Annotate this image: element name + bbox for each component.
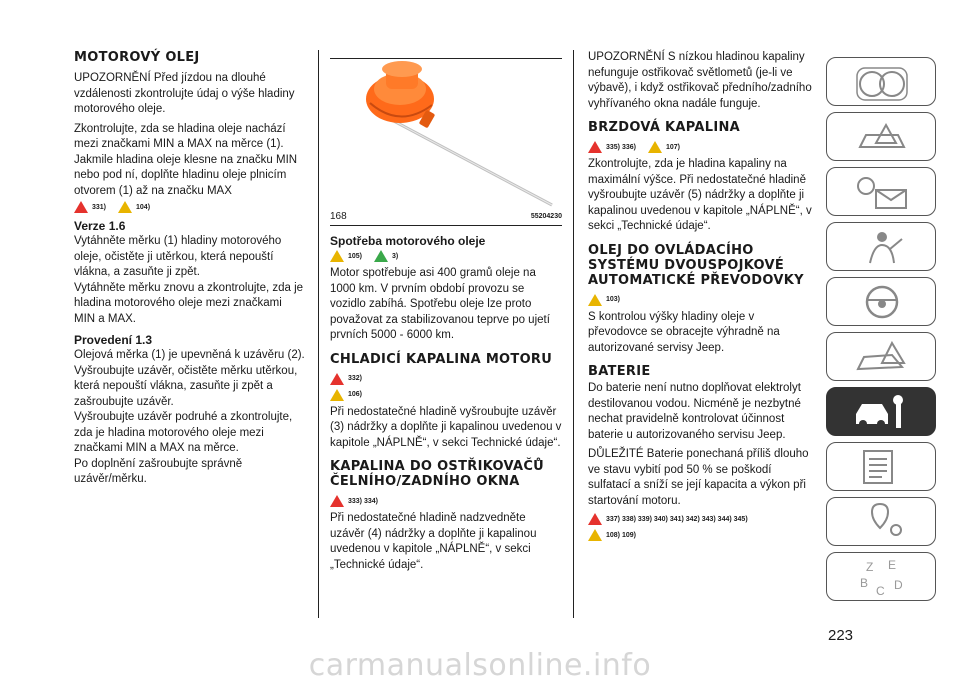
warning-refs	[330, 495, 562, 507]
svg-text:Z: Z	[866, 560, 874, 574]
danger-triangle-icon	[588, 141, 602, 153]
tab-safety[interactable]	[826, 112, 936, 161]
car-warning-icon	[852, 117, 912, 157]
subheading-spotreba: Spotřeba motorového oleje	[330, 234, 486, 248]
spec-list-icon	[852, 447, 912, 487]
paragraph-verze-2: Vytáhněte měrku znovu a zkontrolujte, zda je hladina motorového oleje mezi značkami MIN a MAX.	[74, 281, 304, 325]
column-divider-1	[318, 50, 319, 618]
dipstick-figure	[330, 58, 562, 209]
figure-caption	[330, 209, 562, 226]
subheading-provedeni: Provedení 1.3	[74, 333, 153, 347]
caution-triangle-icon	[118, 201, 132, 213]
warning-refs	[74, 201, 306, 213]
tab-driving[interactable]	[826, 277, 936, 326]
tab-multimedia[interactable]	[826, 497, 936, 546]
ref-text[interactable]: 3)	[392, 252, 399, 260]
danger-triangle-icon	[330, 495, 344, 507]
warning-refs	[588, 513, 816, 525]
paragraph-chladici: Při nedostatečné hladině vyšroubujte uzávěr (3) nádržky a doplňte ji kapalinou uvedenou v kapitole „NÁPLNĚ“, v sekci Technické údaje“.	[330, 405, 562, 449]
warning-refs	[588, 141, 816, 153]
paragraph-spotreba: Motor spotřebuje asi 400 gramů oleje na 1000 km. V prvním období provozu se vozidlo zabíhá. Spotřebu oleje lze proto považovat za stabilizovanou teprve po ujetí prvních 5000 - 6000 km.	[330, 267, 550, 341]
column-3	[588, 50, 816, 545]
caution-triangle-icon	[588, 294, 602, 306]
tab-dashboard[interactable]	[826, 57, 936, 106]
figure-number: 168	[330, 211, 347, 222]
ref-text[interactable]: 104)	[136, 203, 151, 211]
warning-refs	[330, 373, 562, 385]
paragraph-provedeni-2: Vyšroubujte uzávěr podruhé a zkontrolujte, zda je hladina motorového oleje mezi značkami MIN a MAX na měrce.	[74, 411, 293, 454]
light-message-icon	[852, 172, 912, 212]
watermark: carmanualsonline.info	[308, 648, 652, 683]
warning-refs	[588, 529, 816, 541]
page-number: 223	[828, 627, 854, 644]
subheading-verze: Verze 1.6	[74, 219, 126, 233]
figure-code: 55204230	[530, 213, 562, 220]
paragraph-verze: Vytáhněte měrku (1) hladiny motorového oleje, očistěte ji utěrkou, která nepouští vlákna, a zasuňte ji zpět.	[74, 235, 282, 278]
paragraph-upozorneni: UPOZORNĚNÍ Před jízdou na dlouhé vzdálenosti zkontrolujte údaj o výše hladiny motorového oleje.	[74, 72, 295, 115]
paragraph-brzdova: Zkontrolujte, zda je hladina kapaliny na maximální výšce. Při nedostatečné hladině vyšroubujte uzávěr (5) nádržky a doplňte ji kapalinou uvedenou v kapitole „NÁPLNĚ“, v sekci „Technické údaje“.	[588, 158, 812, 232]
car-wrench-icon	[852, 392, 912, 432]
caution-triangle-icon	[648, 141, 662, 153]
tab-specifications[interactable]	[826, 442, 936, 491]
tab-service-maintenance[interactable]	[826, 387, 936, 436]
column-divider-2	[573, 50, 574, 618]
heading-motorovy-olej: MOTOROVÝ OLEJ	[74, 50, 200, 65]
danger-triangle-icon	[74, 201, 88, 213]
ref-text[interactable]: 106)	[348, 391, 363, 398]
paragraph-ostrikovac: Při nedostatečné hladině nadzvedněte uzávěr (4) nádržky a doplňte ji kapalinou uvedenou v kapitole „NÁPLNĚ“, v sekci „Technické údaje“.	[330, 512, 537, 571]
tab-index[interactable]	[826, 552, 936, 601]
car-dashboard-icon	[852, 62, 912, 102]
tab-lights-messages[interactable]	[826, 167, 936, 216]
caution-triangle-icon	[330, 389, 344, 401]
ref-text[interactable]: 107)	[665, 143, 680, 151]
ref-text[interactable]: 108) 109)	[606, 531, 636, 539]
svg-text:D: D	[894, 578, 903, 592]
ref-text[interactable]: 337) 338) 339) 340) 341) 342) 343) 344) 345)	[606, 515, 748, 523]
caution-triangle-icon	[330, 250, 344, 262]
svg-text:B: B	[860, 576, 869, 590]
svg-text:E: E	[888, 558, 897, 572]
warning-refs	[588, 294, 816, 306]
paragraph-dulezite: DŮLEŽITÉ Baterie ponechaná příliš dlouho ve stavu vybití pod 50 % se poškodí sulfatací a sníží se její kapacita a výkon při startování motoru.	[588, 448, 809, 507]
dipstick-icon	[330, 59, 562, 209]
heading-baterie: BATERIE	[588, 364, 651, 379]
warning-refs	[330, 250, 562, 262]
paragraph-provedeni: Olejová měrka (1) je upevněná k uzávěru (2). Vyšroubujte uzávěr, očistěte měrku utěrkou, která nepouští vlákna, zasuňte ji zpět a zašroubujte uzávěr.	[74, 349, 305, 408]
chapter-sidebar	[826, 57, 936, 607]
steering-wheel-icon	[852, 282, 912, 322]
eco-triangle-icon	[374, 250, 388, 262]
tab-emergency[interactable]	[826, 332, 936, 381]
ref-text[interactable]: 335) 336)	[606, 143, 636, 151]
paragraph-jakmile: Jakmile hladina oleje klesne na značku MIN nebo pod ní, doplňte hladinu oleje plnicím otvorem (1) až na značku MAX	[74, 153, 298, 197]
column-1	[74, 50, 306, 492]
ref-text[interactable]: 103)	[606, 296, 621, 303]
tab-seats[interactable]	[826, 222, 936, 271]
seat-person-icon	[852, 227, 912, 267]
warning-refs	[330, 389, 562, 401]
svg-text:C: C	[876, 584, 885, 597]
paragraph-upozorneni-svetlomety: UPOZORNĚNÍ S nízkou hladinou kapaliny nefunguje ostřikovač světlometů (je-li ve výbavě), i když ostřikovač předního/zadního vyhřívaného okna nadále funguje.	[588, 51, 812, 110]
caution-triangle-icon	[588, 529, 602, 541]
heading-brzdova: BRZDOVÁ KAPALINA	[588, 120, 740, 135]
media-map-icon	[852, 502, 912, 542]
ref-text[interactable]: 333) 334)	[348, 497, 378, 505]
paragraph-provedeni-3: Po doplnění zašroubujte správně uzávěr/měrku.	[74, 457, 243, 485]
paragraph-olej-prevodovka: S kontrolou výšky hladiny oleje v převodovce se obracejte výhradně na autorizované servisy Jeep.	[588, 310, 780, 354]
ref-text[interactable]: 105)	[348, 252, 363, 260]
ref-text[interactable]: 332)	[348, 375, 363, 382]
heading-ostrikovac: KAPALINA DO OSTŘIKOVAČŮ ČELNÍHO/ZADNÍHO OKNA	[330, 459, 545, 489]
paragraph-baterie: Do baterie není nutno doplňovat elektrolyt destilovanou vodou. Nicméně je nezbytné nechat pravidelně kontrolovat účinnost baterie u autorizovaného servisu Jeep.	[588, 382, 801, 441]
paragraph-zkontrolujte: Zkontrolujte, zda se hladina oleje nachází mezi značkami MIN a MAX na měrce (1).	[74, 122, 286, 150]
car-crash-icon	[852, 337, 912, 377]
alphabet-index-icon	[852, 557, 912, 597]
heading-olej-prevodovka: OLEJ DO OVLÁDACÍHO SYSTÉMU DVOUSPOJKOVÉ AUTOMATICKÉ PŘEVODOVKY	[588, 242, 804, 288]
danger-triangle-icon	[330, 373, 344, 385]
column-2	[330, 58, 562, 577]
heading-chladici: CHLADICÍ KAPALINA MOTORU	[330, 351, 553, 367]
danger-triangle-icon	[588, 513, 602, 525]
ref-text[interactable]: 331)	[92, 203, 107, 211]
